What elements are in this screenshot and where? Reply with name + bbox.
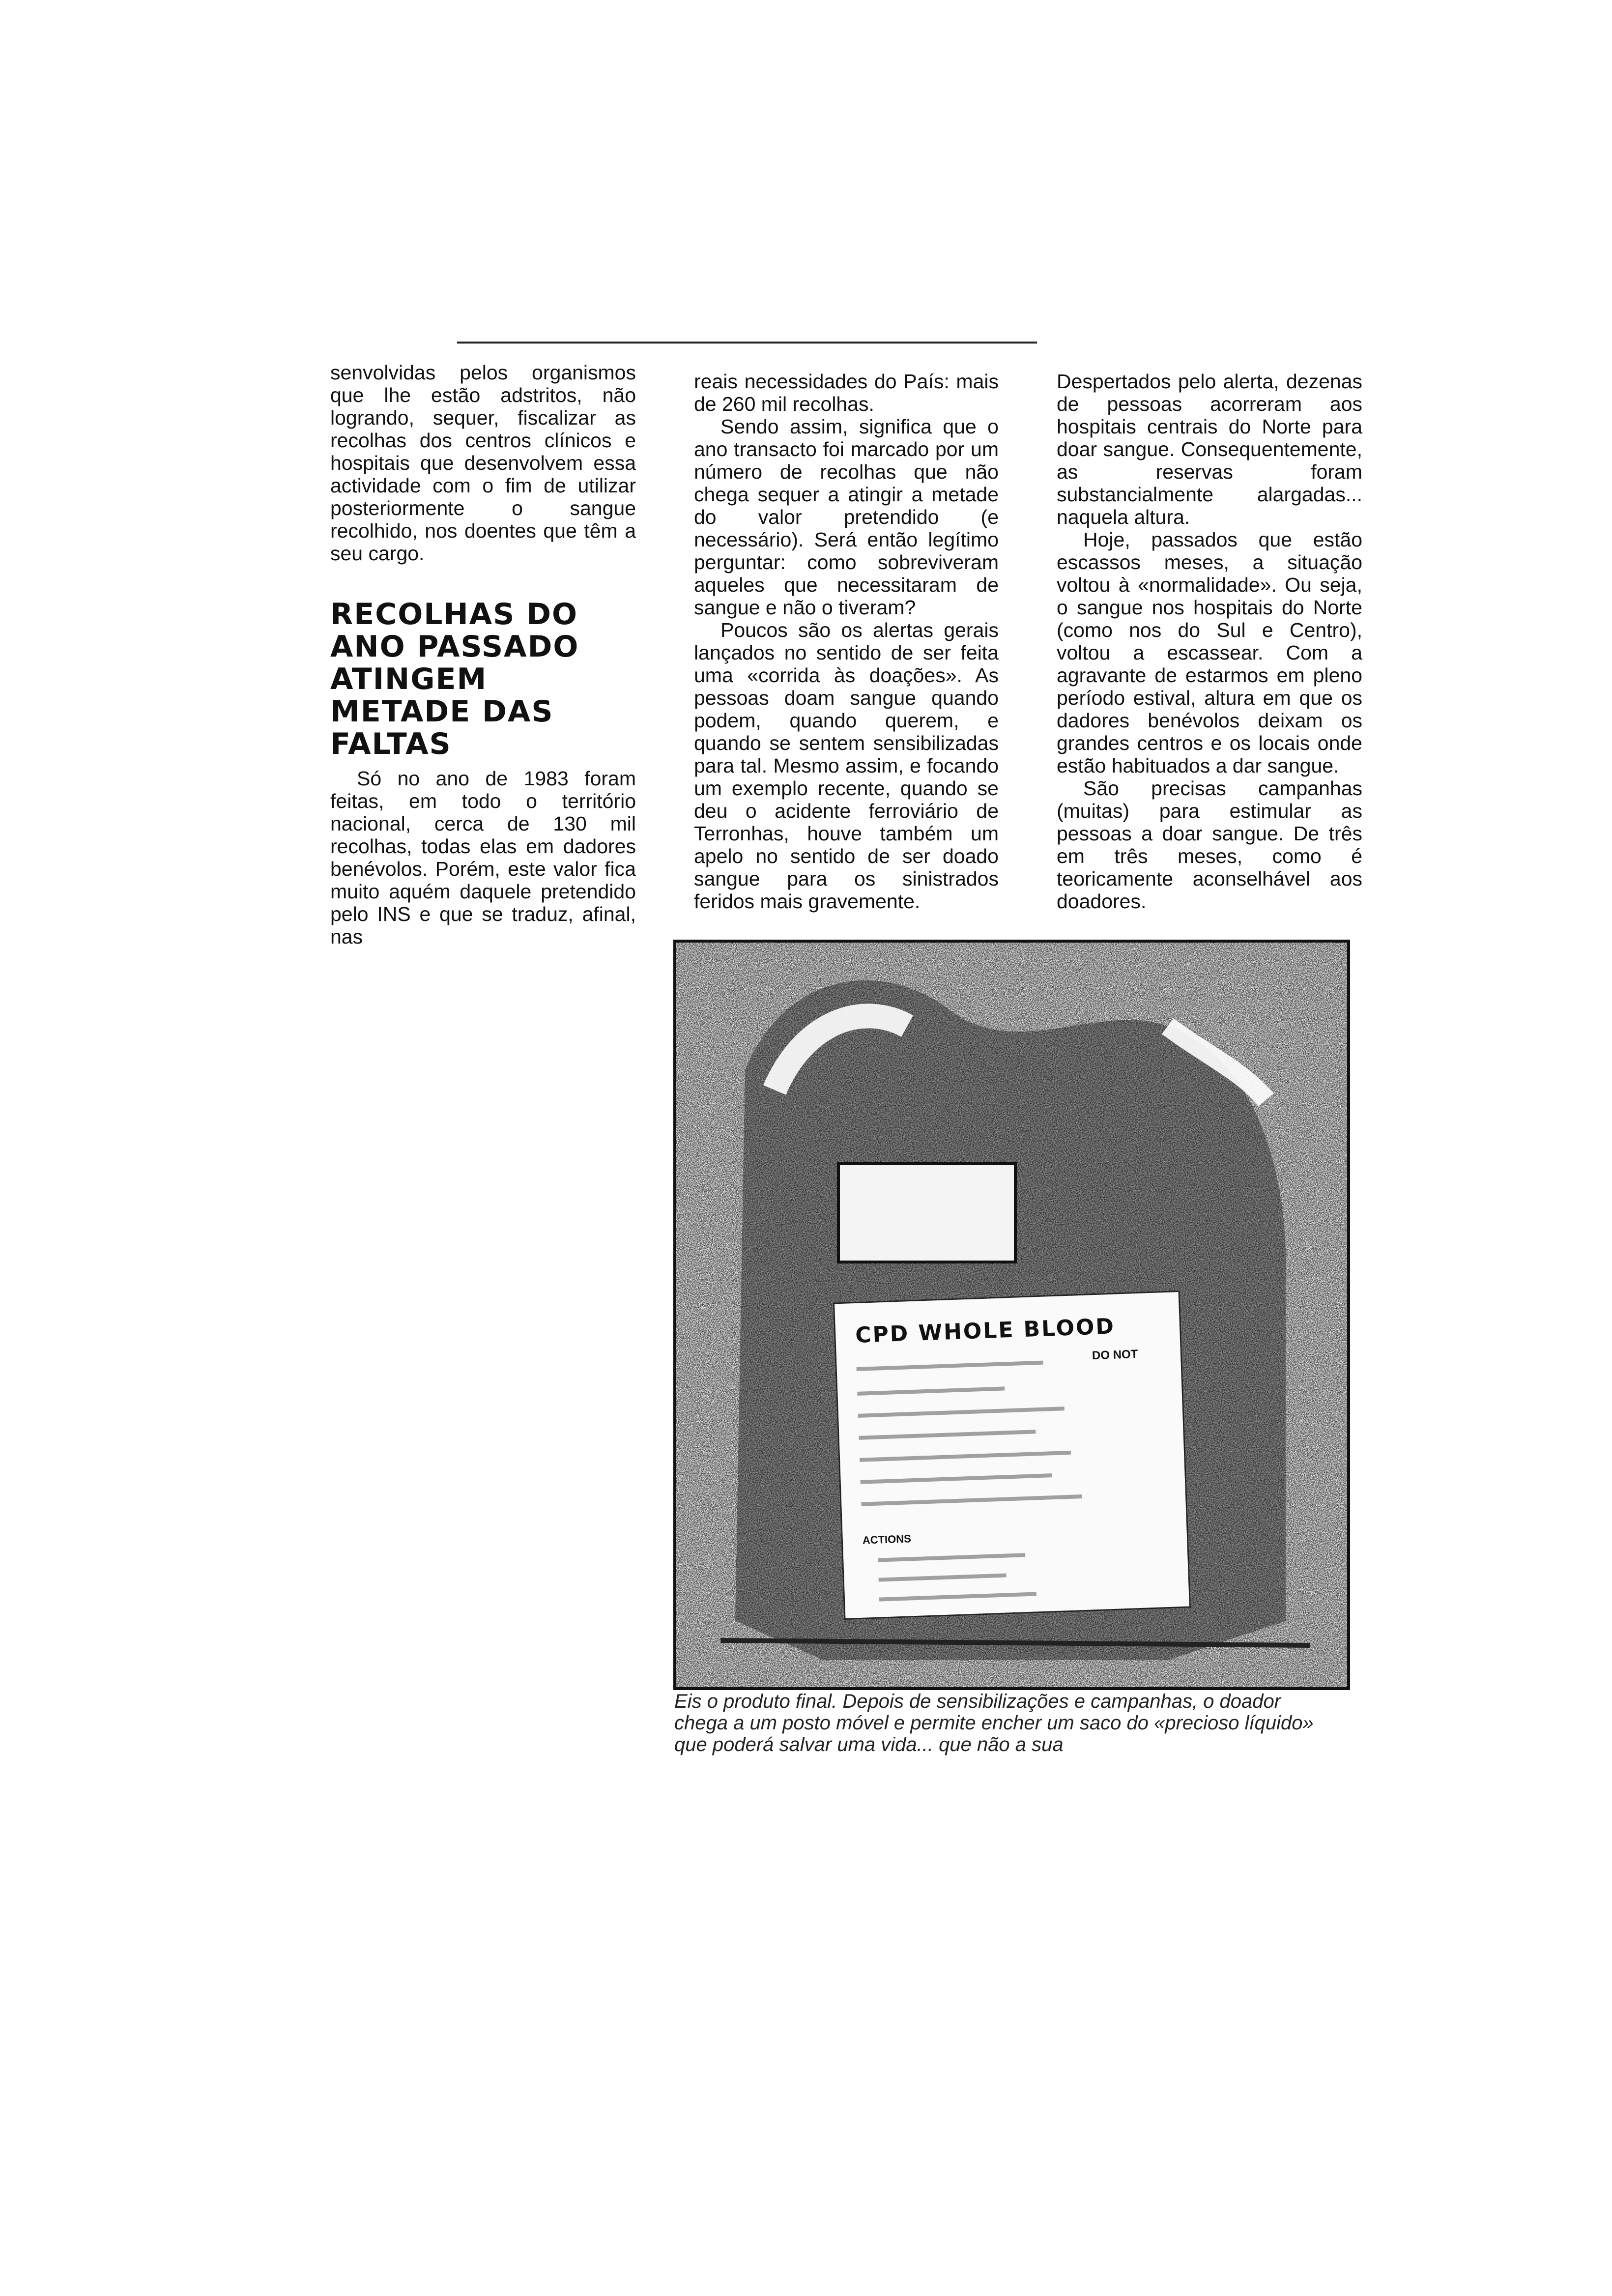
article-column-1 bbox=[330, 361, 636, 948]
col3-paragraph-2: Hoje, passados que estão escassos meses, a situação voltou à «normalidade». Ou seja, o sangue nos hospitais do Norte (como nos do Sul e Centro), voltou a escassear. Com a agravante de estarmos em pleno período estival, altura em que os dadores benévolos deixam os grandes centros e os locais onde estão habituados a dar sangue. bbox=[1057, 528, 1362, 777]
col1-paragraph-2: Só no ano de 1983 foram feitas, em todo o território nacional, cerca de 130 mil recolhas, todas elas em dadores benévolos. Porém, este valor fica muito aquém daquele pretendido pelo INS e que se traduz, afinal, nas bbox=[330, 767, 636, 948]
label-line bbox=[861, 1473, 1052, 1484]
blood-bag-photo bbox=[673, 940, 1350, 1690]
label-line bbox=[878, 1553, 1025, 1562]
col3-paragraph-3: São precisas campanhas (muitas) para estimular as pessoas a doar sangue. De três em três meses, como é teoricamente aconselhável aos doadores. bbox=[1057, 777, 1362, 913]
label-line bbox=[857, 1386, 1005, 1395]
top-rule bbox=[457, 342, 1037, 344]
label-actions: ACTIONS bbox=[862, 1532, 912, 1547]
label-line bbox=[860, 1451, 1071, 1462]
col2-paragraph-1: reais necessidades do País: mais de 260 mil recolhas. bbox=[694, 370, 999, 415]
col2-paragraph-3: Poucos são os alertas gerais lançados no sentido de ser feita uma «corrida às doações». As pessoas doam sangue quando podem, quando querem, e quando se sentem sensibilizadas para tal. Mesmo assim, e focando um exemplo recente, quando se deu o acidente ferroviário de Terronhas, houve também um apelo no sentido de ser doado sangue para os sinistrados feridos mais gravemente. bbox=[694, 619, 999, 913]
photo-caption: Eis o produto final. Depois de sensibilizações e campanhas, o doador chega a um posto móvel e permite encher um saco do «precioso líquido» que poderá salvar uma vida... que não a sua bbox=[674, 1691, 1314, 1755]
label-line bbox=[857, 1361, 1043, 1371]
col1-paragraph-1: senvolvidas pelos organismos que lhe estão adstritos, não logrando, sequer, fiscalizar as recolhas dos centros clínicos e hospitais que desenvolvem essa actividade com o fim de utilizar posteriormente o sangue recolhido, nos doentes que têm a seu cargo. bbox=[330, 361, 636, 565]
article-column-3 bbox=[1057, 370, 1362, 913]
section-headline: RECOLHAS DO ANO PASSADO ATINGEM METADE DAS FALTAS bbox=[330, 597, 579, 761]
label-line bbox=[879, 1592, 1036, 1601]
col2-paragraph-2: Sendo assim, significa que o ano transacto foi marcado por um número de recolhas que não chega sequer a atingir a metade do valor pretendido (e necessário). Será então legítimo perguntar: como sobreviveram aqueles que necessitaram de sangue e não o tiveram? bbox=[694, 415, 999, 619]
article-column-2 bbox=[694, 370, 999, 913]
label-line bbox=[858, 1406, 1065, 1418]
label-title: CPD WHOLE BLOOD bbox=[855, 1314, 1116, 1348]
blood-bag-label bbox=[833, 1291, 1191, 1620]
col3-paragraph-1: Despertados pelo alerta, dezenas de pessoas acorreram aos hospitais centrais do Norte para doar sangue. Consequentemente, as reservas foram substancialmente alargadas... naquela altura. bbox=[1057, 370, 1362, 528]
label-warning: DO NOT bbox=[1092, 1347, 1138, 1363]
label-line bbox=[861, 1494, 1082, 1506]
label-line bbox=[879, 1574, 1007, 1582]
label-line bbox=[859, 1430, 1036, 1440]
